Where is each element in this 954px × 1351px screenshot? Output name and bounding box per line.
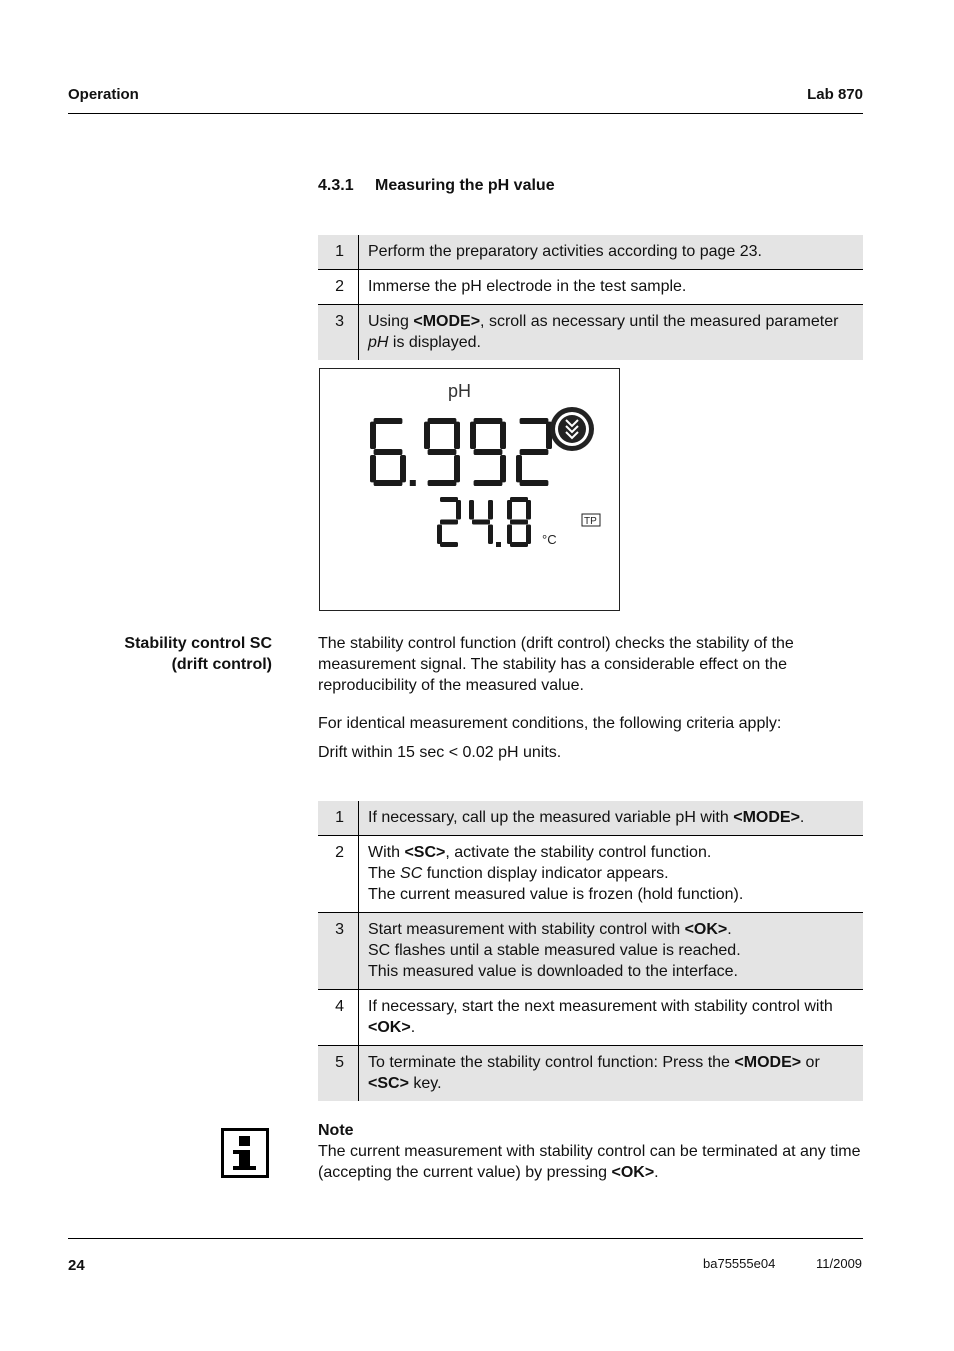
lcd-segment xyxy=(440,520,458,525)
lcd-segment xyxy=(428,418,457,424)
step-number: 2 xyxy=(318,836,359,913)
stability-criteria: Drift within 15 sec < 0.02 pH units. xyxy=(318,744,562,761)
drift-arrows-icon xyxy=(550,407,594,451)
section-title-text: Measuring the pH value xyxy=(375,177,555,194)
step-number: 3 xyxy=(318,913,359,990)
display-main-value xyxy=(370,418,552,486)
lcd-segment xyxy=(424,422,430,449)
note-title: Note xyxy=(318,1122,354,1139)
step-number: 5 xyxy=(318,1046,359,1102)
lcd-segment xyxy=(510,520,528,525)
lcd-segment xyxy=(437,525,442,545)
note-text: The current measurement with stability control can be terminated at any time (accepting the current value) by pressing <OK>. xyxy=(318,1143,861,1181)
stability-paragraph-2: For identical measurement conditions, the following criteria apply: xyxy=(318,715,782,732)
lcd-segment xyxy=(507,525,512,545)
lcd-segment xyxy=(510,542,528,547)
lcd-segment xyxy=(526,525,531,545)
lcd-segment xyxy=(520,418,549,424)
note-block xyxy=(318,1120,863,1183)
lcd-segment xyxy=(488,525,493,545)
step-row xyxy=(318,270,863,305)
lcd-segment xyxy=(456,500,461,520)
step-row xyxy=(318,235,863,270)
lcd-segment xyxy=(440,497,458,502)
stability-label-line2: (drift control) xyxy=(171,656,272,673)
lcd-segment xyxy=(474,449,503,455)
header-product-name: Lab 870 xyxy=(807,86,863,103)
lcd-segment xyxy=(454,422,460,449)
lcd-segment xyxy=(507,500,512,520)
step-number: 1 xyxy=(318,801,359,836)
stability-control-label xyxy=(60,633,272,675)
step-text: Perform the preparatory activities according to page 23. xyxy=(359,235,864,270)
lcd-segment xyxy=(469,500,474,520)
document-date: 11/2009 xyxy=(816,1256,863,1271)
footer-rule xyxy=(68,1238,863,1239)
lcd-segment xyxy=(500,455,506,482)
document-id: ba75555e04 xyxy=(703,1256,776,1271)
display-temperature-value xyxy=(437,497,531,547)
step-text: To terminate the stability control function: Press the <MODE> or <SC> key. xyxy=(359,1046,864,1102)
step-number: 1 xyxy=(318,235,359,270)
lcd-segment xyxy=(520,480,549,486)
lcd-segment xyxy=(400,455,406,482)
step-text: Start measurement with stability control with <OK>. SC flashes until a stable measured value is reached. This measured value is downloaded to the interface. xyxy=(359,913,864,990)
lcd-segment xyxy=(472,520,490,525)
lcd-decimal-point xyxy=(410,480,416,486)
lcd-segment xyxy=(370,455,376,482)
section-title xyxy=(318,177,555,195)
lcd-segment xyxy=(474,480,503,486)
header-section-name: Operation xyxy=(68,86,139,103)
lcd-segment xyxy=(520,449,549,455)
lcd-segment xyxy=(440,542,458,547)
step-row xyxy=(318,913,863,990)
lcd-segment xyxy=(370,422,376,449)
step-text: Immerse the pH electrode in the test sample. xyxy=(359,270,864,305)
step-row xyxy=(318,801,863,836)
steps-table-measure-ph xyxy=(318,235,863,360)
page-number: 24 xyxy=(68,1257,85,1274)
step-row xyxy=(318,990,863,1046)
header-rule xyxy=(68,113,863,114)
step-text: If necessary, call up the measured variable pH with <MODE>. xyxy=(359,801,864,836)
lcd-segment xyxy=(374,449,403,455)
meter-display xyxy=(319,368,620,611)
step-row xyxy=(318,836,863,913)
step-text: Using <MODE>, scroll as necessary until the measured parameter pH is displayed. xyxy=(359,305,864,361)
lcd-segment xyxy=(470,422,476,449)
lcd-segment xyxy=(474,418,503,424)
step-text: With <SC>, activate the stability control function. The SC function display indicator appears. The current measured value is frozen (hold function). xyxy=(359,836,864,913)
info-icon xyxy=(221,1128,269,1178)
display-parameter-label: pH xyxy=(448,381,472,401)
lcd-segment xyxy=(374,418,403,424)
step-row xyxy=(318,1046,863,1102)
lcd-segment xyxy=(510,497,528,502)
lcd-segment xyxy=(516,455,522,482)
meter-display-graphic xyxy=(320,369,619,610)
step-number: 2 xyxy=(318,270,359,305)
steps-table-stability-control xyxy=(318,801,863,1101)
step-row xyxy=(318,305,863,361)
lcd-segment xyxy=(374,480,403,486)
step-number: 4 xyxy=(318,990,359,1046)
stability-paragraph-1: The stability control function (drift control) checks the stability of the measurement signal. The stability has a considerable effect on the reproducibility of the measured value. xyxy=(318,635,794,694)
step-text: If necessary, start the next measurement with stability control with <OK>. xyxy=(359,990,864,1046)
step-number: 3 xyxy=(318,305,359,361)
lcd-segment xyxy=(488,500,493,520)
lcd-segment xyxy=(500,422,506,449)
lcd-segment xyxy=(454,455,460,482)
lcd-segment xyxy=(428,480,457,486)
section-number: 4.3.1 xyxy=(318,177,354,194)
stability-label-line1: Stability control SC xyxy=(124,635,272,652)
tp-indicator: TP xyxy=(584,516,597,527)
lcd-segment xyxy=(526,500,531,520)
lcd-segment xyxy=(428,449,457,455)
lcd-decimal-point xyxy=(496,542,501,547)
display-temperature-unit: °C xyxy=(542,532,557,547)
